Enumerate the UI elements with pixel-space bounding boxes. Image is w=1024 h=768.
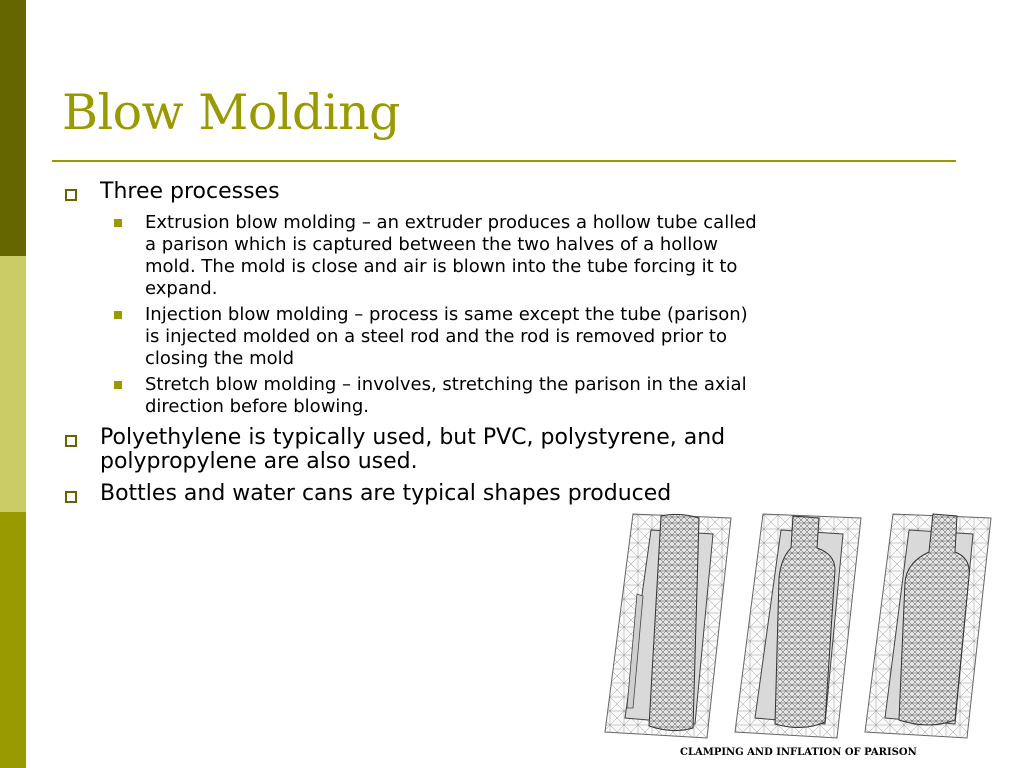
filled-square-bullet-icon [114,381,122,389]
bullet-text: Bottles and water cans are typical shapes produced [100,481,672,506]
sub-bullet-text: Stretch blow molding – involves, stretching the parison in the axial direction before blowing. [145,374,747,417]
stage-partial-inflation [735,514,861,738]
sub-bullet-text: Extrusion blow molding – an extruder produces a hollow tube called a parison which is captured between the two halves of a hollow mold. The mold is close and air is blown into the tube forcing it to expand. [145,212,757,299]
bullet-materials [62,426,862,474]
bullet-text: Polyethylene is typically used, but PVC, polystyrene, and polypropylene are also used. [100,425,726,474]
sub-bullet-stretch [62,374,765,418]
bullet-shapes [62,482,862,506]
blow-molding-figure [603,508,993,740]
filled-square-bullet-icon [114,219,122,227]
slide-title: Blow Molding [62,84,401,141]
hollow-square-bullet-icon [65,435,77,447]
slide-body [62,180,862,514]
figure-caption: CLAMPING AND INFLATION OF PARISON [680,747,917,758]
sub-bullet-text: Injection blow molding – process is same except the tube (parison) is injected molded on a steel rod and the rod is removed prior to closing the mold [145,304,748,369]
title-underline [52,160,956,162]
stage-inflated-bottle [865,514,991,738]
side-bar-middle [0,256,26,512]
hollow-square-bullet-icon [65,189,77,201]
side-bar-top [0,0,26,256]
stage-parison-tube [605,514,731,738]
bullet-three-processes [62,180,862,204]
hollow-square-bullet-icon [65,491,77,503]
sub-bullet-extrusion [62,212,765,300]
sub-bullet-injection [62,304,765,370]
bullet-text: Three processes [100,179,280,204]
side-bar-bottom [0,512,26,768]
filled-square-bullet-icon [114,311,122,319]
